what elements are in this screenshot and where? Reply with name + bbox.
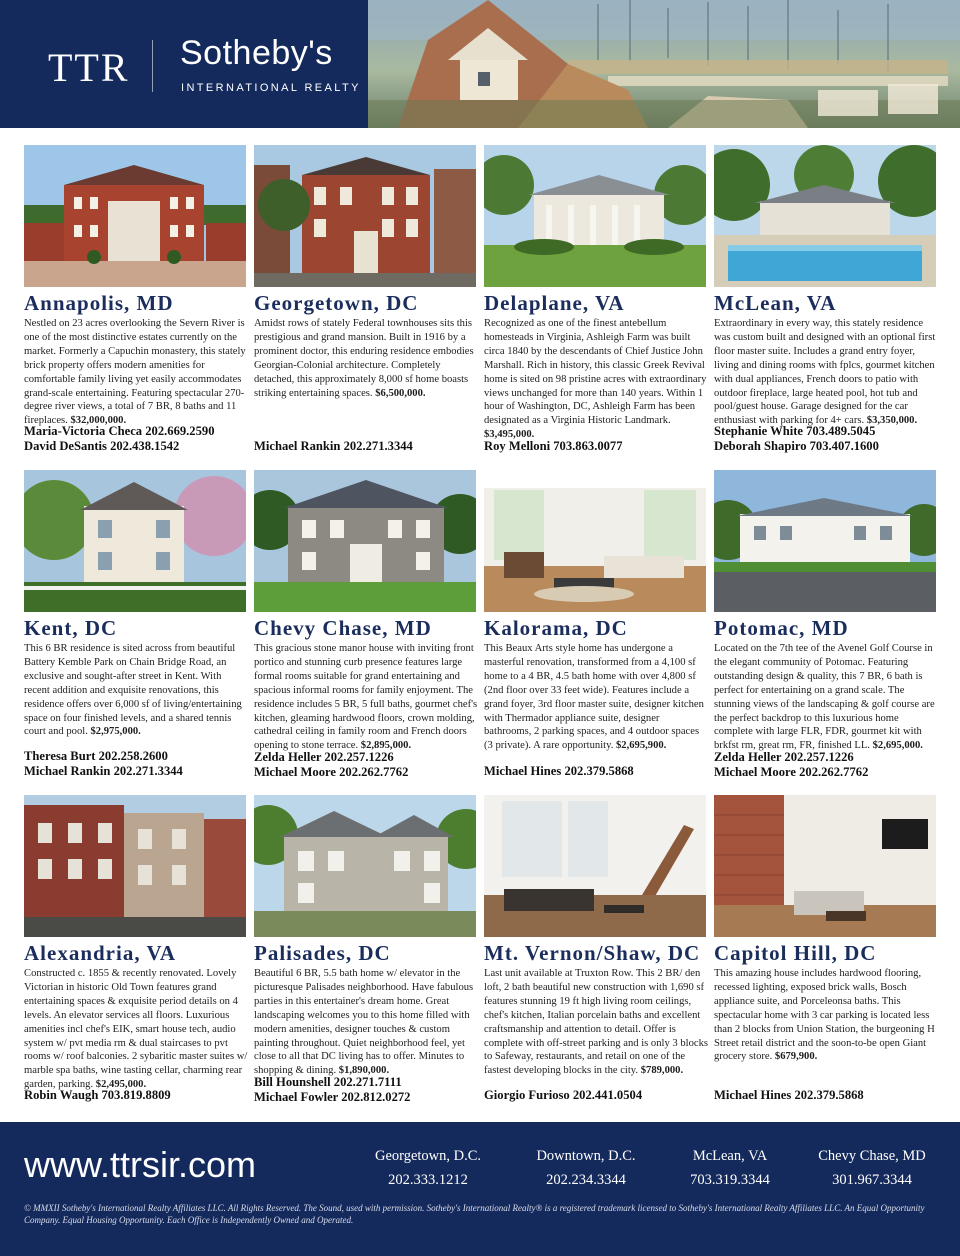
agent-contact[interactable]: Maria-Victoria Checa 202.669.2590 [24,424,215,438]
listing-description: Constructed c. 1855 & recently renovated. Lovely Victorian in historic Old Town features grand entertaining spaces & exquisite period details on 4 levels. An elevator services all floors. Luxurious amenities incl chef's EIK, smart house tech, audio system w/ pvt media rm & dual staircases to pvt rooms w/ roof balconies. 2 sybaritic master suites w/ marble spa baths, wine tasting cellar, charming rear garden, parking. $2,495,000. [24,968,248,1091]
harbor-painting-image [368,0,960,128]
agent-contact[interactable]: David DeSantis 202.438.1542 [24,439,180,454]
listing-agents [714,750,936,780]
listing-location: Chevy Chase, MD [254,616,432,640]
listing-price: $789,000. [640,1065,684,1077]
listing-photo[interactable] [714,145,936,287]
agent-contact[interactable]: Stephanie White 703.489.5045 [714,424,876,438]
office-phone[interactable]: 202.234.3344 [546,1172,626,1188]
office-name: McLean, VA [692,1148,768,1164]
listing-price: $2,695,000. [872,740,923,752]
listing-description: Recognized as one of the finest antebellum homesteads in Virginia, Ashleigh Farm was built circa 1840 by the descendants of Chief Justice John Marshall. Rich in history, this classic Greek Revival home is sited on 98 pristine acres with extraordinary views unchanged for more than 140 years. Within 1 hour of Washington, DC, Ashleigh Farm has been designated as a Virginia Historic Landmark. $3,495,000. [484,318,707,441]
listing-location: Palisades, DC [254,941,391,965]
listing-location: Kent, DC [24,616,118,640]
living-room-photo [484,470,706,612]
federal-townhouse-photo [254,145,476,287]
agent-contact[interactable]: Giorgio Furioso 202.441.0504 [484,1088,643,1102]
loft-interior-photo [484,795,706,937]
listing-description: Located on the 7th tee of the Avenel Golf Course in the elegant community of Potomac. Featuring outstanding design & quality, this 7 BR, 6 bath is perfect for entertaining on a grand scale. The stunning views of the landscaping & golf course are the perfect backdrop to this luxurious home complete with large FLR, FDR, gourmet kit with brkfst rm, great rm, FR, finished LL. $2,695,000. [714,643,935,752]
agent-contact[interactable]: Michael Rankin 202.271.3344 [24,764,183,779]
listing-description: Beautiful 6 BR, 5.5 bath home w/ elevator in the picturesque Palisades neighborhood. Have fabulous parties in this entertainer's dream home. Great landscaping welcomes you to this home filled with modern amenities, designer touches & custom painting throughout. Quiet neighborhood feel, yet close to all that DC living has to offer. Minutes to shopping & dining. $1,890,000. [254,968,474,1077]
listing-price: $2,975,000. [90,726,141,738]
agent-contact[interactable]: Michael Fowler 202.812.0272 [254,1090,411,1105]
agent-contact[interactable]: Bill Hounshell 202.271.7111 [254,1075,402,1089]
listing-price: $2,495,000. [95,1079,147,1091]
listing-photo[interactable] [714,470,936,612]
listing-description: This Beaux Arts style home has undergone a masterful renovation, transformed from a 4,100 sf home to a 4 BR, 4.5 bath home with over 4,800 sf (2nd floor over 33 feet wide). Features include a grand foyer, 3rd floor master suite, designer kitchen with Thermador appliance suite, designer bathrooms, 2 parking spaces, and 4 outdoor spaces (3 private). A rare opportunity. $2,695,900. [484,643,704,752]
office-mclean [660,1148,800,1189]
greek-revival-farm-photo [484,145,706,287]
office-phone[interactable]: 301.967.3344 [832,1172,912,1188]
listing-description: This 6 BR residence is sited across from beautiful Battery Kemble Park on Chain Bridge Road, an exclusive and sought-after street in Kent. With recent addition and exquisite renovations, this residence offers over 6,000 sf of living/entertaining space on four finished levels, and a shared tennis court and pool. $2,975,000. [24,643,242,738]
logo-subtitle: INTERNATIONAL REALTY [181,82,361,94]
listing-location: Delaplane, VA [484,291,625,315]
pool-residence-photo [714,145,936,287]
listing-price: $3,350,000. [866,415,918,427]
ttr-logo: TTR [48,45,130,90]
listing-agents [254,439,476,454]
listing-photo[interactable] [484,145,706,287]
sothebys-logo: Sotheby's [180,34,333,72]
office-georgetown [358,1148,498,1189]
listing-agents [484,439,706,454]
listing-location: Annapolis, MD [24,291,174,315]
office-phone[interactable]: 703.319.3344 [690,1172,770,1188]
listing-description: Last unit available at Truxton Row. This 2 BR/ den loft, 2 bath beautiful new construction with 1,690 sf features stunning 19 ft high living room ceilings, chef's kitchen, Italian porcelain baths and excellent craftsmanship and attention to detail. Offer is complete with off-street parking and is only 3 blocks to Safeway, restaurants, and retail on one of the fastest developing blocks in the city. $789,000. [484,968,708,1077]
listing-price: $679,900. [774,1051,818,1063]
listing-agents [24,424,246,454]
listing-photo[interactable] [484,795,706,937]
office-name: Georgetown, D.C. [374,1148,482,1164]
brick-wall-interior-photo [714,795,936,937]
listing-location: Georgetown, DC [254,291,419,315]
victorian-row-photo [24,795,246,937]
brick-estate-photo [24,145,246,287]
agent-contact[interactable]: Deborah Shapiro 703.407.1600 [714,439,879,454]
listing-photo[interactable] [484,470,706,612]
listing-price: $6,500,000. [375,387,426,399]
office-name: Chevy Chase, MD [818,1148,926,1164]
listing-photo[interactable] [24,145,246,287]
listing-price: $3,495,000. [484,429,535,441]
agent-contact[interactable]: Michael Hines 202.379.5868 [484,764,634,778]
listing-agents [24,1088,246,1103]
agent-contact[interactable]: Michael Moore 202.262.7762 [254,765,409,780]
office-chevy-chase [802,1148,942,1189]
agent-contact[interactable]: Roy Melloni 703.863.0077 [484,439,623,453]
listing-price: $2,695,900. [616,740,667,752]
office-downtown [516,1148,656,1189]
listing-agents [714,424,936,454]
listing-location: Potomac, MD [714,616,849,640]
listing-description: Extraordinary in every way, this stately residence was custom built and designed with an optional first floor master suite. Includes a grand entry foyer, living and dining rooms with fplcs, gourmet kitchen with dual appliances, French doors to patio with outdoor fireplace, large heated pool, hot tub and pool/guest house. Garage designed for the car enthusiast with parking for 4+ cars. $3,350,000. [714,318,936,427]
logo-divider [152,40,153,92]
listing-agents [254,1075,476,1105]
listing-price: $2,895,000. [360,740,412,752]
listing-price: $32,000,000. [70,415,127,427]
listing-description: Nestled on 23 acres overlooking the Severn River is one of the most distinctive estates currently on the market. Formerly a Capuchin monastery, this stately brick property offers modern amenities for comfortable family living yet easily accommodates grand-scale entertaining. Featuring spectacular 270-degree river views, a total of 7 BR, 8 baths and 11 fireplaces. $32,000,000. [24,318,246,427]
listing-location: McLean, VA [714,291,837,315]
listing-agents [24,749,246,779]
listing-agents [254,750,476,780]
listing-photo[interactable] [254,470,476,612]
shingle-home-photo [254,795,476,937]
office-name: Downtown, D.C. [536,1148,636,1164]
agent-contact[interactable]: Michael Rankin 202.271.3344 [254,439,413,453]
listing-price: $1,890,000. [338,1065,390,1077]
listing-agents [484,1088,706,1103]
agent-contact[interactable]: Michael Hines 202.379.5868 [714,1088,864,1102]
white-villa-photo [714,470,936,612]
listing-description: This gracious stone manor house with inviting front portico and stunning curb presence features large formal rooms suitable for grand entertaining and spacious informal rooms for family enjoyment. The residence includes 5 BR, 5 full baths, gourmet chef's kitchen, gleaming hardwood floors, crown molding, cathedral ceiling in family room and French doors opening to stone terrace. $2,895,000. [254,643,478,752]
agent-contact[interactable]: Zelda Heller 202.257.1226 [254,750,394,764]
listing-location: Alexandria, VA [24,941,177,965]
office-phone[interactable]: 202.333.1212 [388,1172,468,1188]
listing-description: This amazing house includes hardwood flooring, recessed lighting, exposed brick walls, Bosch appliance suite, and Porceleonsa baths. This spectacular home with 3 car parking is located less than 2 blocks from Union Station, the burgeoning H Street retail district and the soon-to-be open Giant grocery store. $679,900. [714,968,935,1063]
stone-manor-photo [254,470,476,612]
listing-location: Mt. Vernon/Shaw, DC [484,941,701,965]
header-banner [0,0,960,128]
listing-agents [484,764,706,779]
listing-location: Capitol Hill, DC [714,941,877,965]
listing-photo[interactable] [254,795,476,937]
garden-house-photo [24,470,246,612]
website-link[interactable]: www.ttrsir.com [24,1144,257,1185]
listing-photo[interactable] [714,795,936,937]
listing-photo[interactable] [24,795,246,937]
legal-disclaimer: © MMXII Sotheby's International Realty Affiliates LLC. All Rights Reserved. The Sound, used with permission. Sotheby's International Realty® is a registered trademark licensed to Sotheby's International Realty Affiliates LLC. An Equal Opportunity Company. Equal Housing Opportunity. Each Office is Independently Owned and Operated. [24,1203,925,1225]
listing-agents [714,1088,936,1103]
listing-location: Kalorama, DC [484,616,628,640]
footer-bar [0,1122,960,1256]
listing-description: Amidst rows of stately Federal townhouses sits this prestigious and grand mansion. Built in 1916 by a prominent doctor, this enduring residence embodies Georgian-Colonial architecture. Completely detached, this approximately 8,000 sf home boasts striking entertaining spaces. $6,500,000. [254,318,474,399]
listing-photo[interactable] [254,145,476,287]
listing-photo[interactable] [24,470,246,612]
agent-contact[interactable]: Zelda Heller 202.257.1226 [714,750,854,764]
agent-contact[interactable]: Michael Moore 202.262.7762 [714,765,869,780]
agent-contact[interactable]: Theresa Burt 202.258.2600 [24,749,168,763]
agent-contact[interactable]: Robin Waugh 703.819.8809 [24,1088,171,1102]
